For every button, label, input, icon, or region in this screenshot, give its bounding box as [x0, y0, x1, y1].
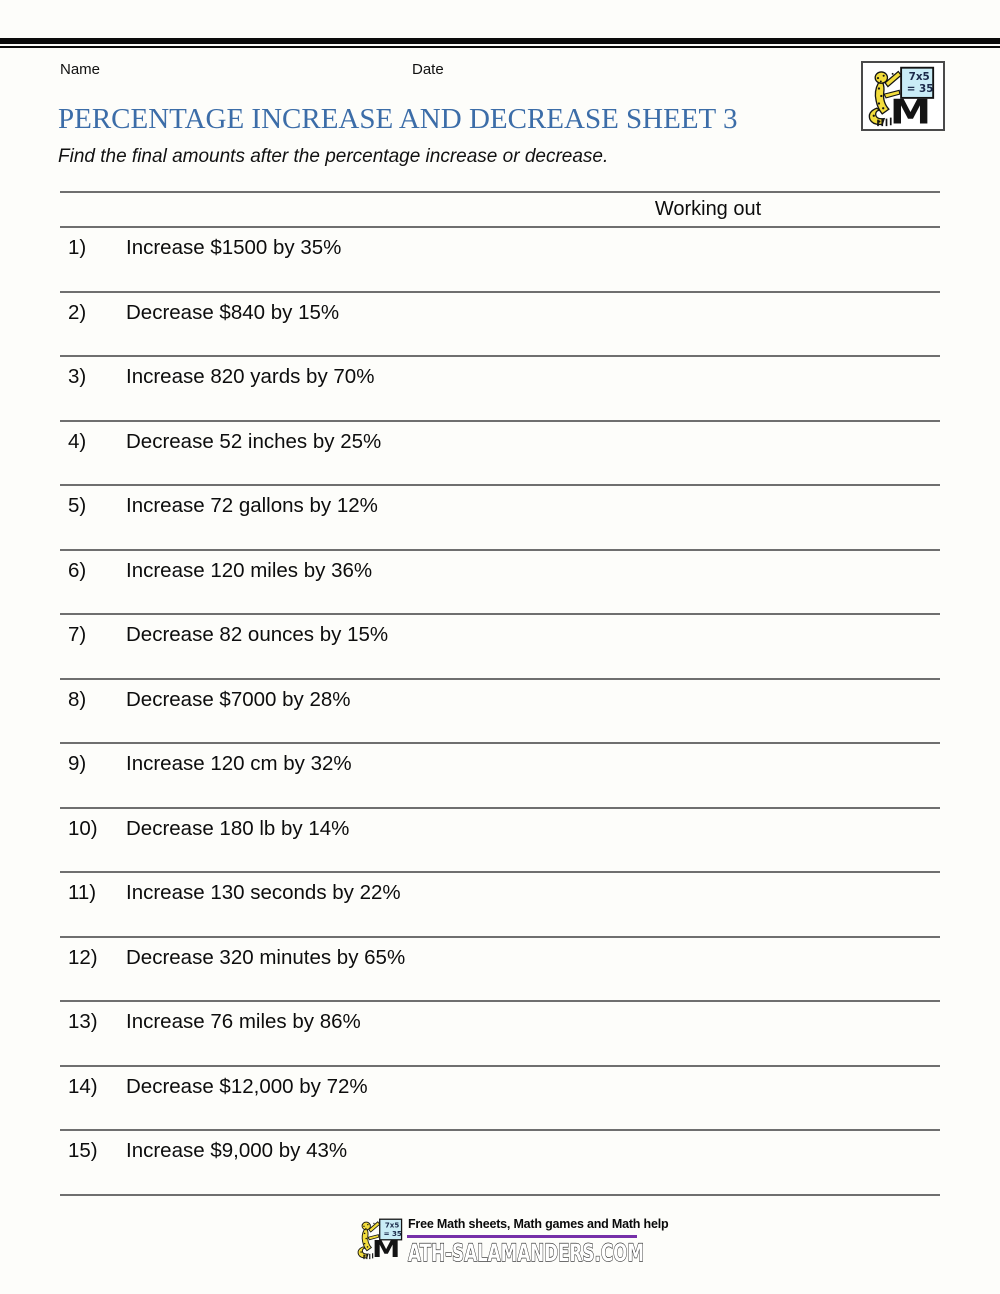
working-out-area — [530, 744, 940, 807]
problem-number: 7) — [68, 623, 87, 646]
problem-text: Increase 820 yards by 70% — [126, 365, 375, 388]
problem-number: 2) — [68, 300, 87, 324]
math-salamanders-logo-box — [861, 61, 945, 131]
working-out-area — [530, 809, 940, 872]
problem-row — [60, 615, 940, 680]
problem-row — [60, 293, 940, 358]
problem-text: Decrease $12,000 by 72% — [126, 1074, 368, 1098]
working-out-area — [530, 293, 940, 356]
problem-row — [60, 551, 940, 616]
problem-row — [60, 486, 940, 551]
worksheet-rows — [60, 228, 940, 1196]
problem-text: Decrease 82 ounces by 15% — [126, 623, 389, 646]
problem-row — [60, 1002, 940, 1067]
problem-row — [60, 422, 940, 487]
problem-text: Increase 76 miles by 86% — [126, 1010, 361, 1033]
name-label: Name — [60, 61, 101, 78]
instruction-text: Find the final amounts after the percentage increase or decrease. — [58, 146, 609, 167]
working-out-area — [530, 615, 940, 678]
table-header-row — [60, 193, 940, 228]
problem-number: 12) — [68, 945, 98, 969]
problem-text: Increase 72 gallons by 12% — [126, 494, 378, 517]
problem-row — [60, 1067, 940, 1132]
working-out-area — [530, 1131, 940, 1194]
problem-text: Decrease $7000 by 28% — [126, 687, 351, 711]
problem-number: 13) — [68, 1010, 98, 1033]
footer-site-text: ATH-SALAMANDERS.COM — [408, 1239, 644, 1267]
problem-row — [60, 873, 940, 938]
working-out-area — [530, 680, 940, 743]
problem-number: 8) — [68, 687, 87, 711]
problem-number: 11) — [68, 881, 97, 904]
problems-table — [60, 191, 940, 1196]
footer-logo-image — [354, 1216, 408, 1261]
problem-text: Increase 120 miles by 36% — [126, 558, 373, 582]
footer — [352, 1212, 669, 1274]
math-salamanders-logo-image — [863, 63, 943, 129]
problem-text: Decrease 52 inches by 25% — [126, 429, 382, 453]
problem-number: 6) — [68, 558, 87, 582]
problem-number: 9) — [68, 752, 87, 775]
problem-row — [60, 938, 940, 1003]
working-out-area — [530, 873, 940, 936]
problem-number: 10) — [68, 816, 98, 840]
working-out-area — [530, 228, 940, 291]
problem-text: Decrease 180 lb by 14% — [126, 816, 350, 840]
problem-number: 4) — [68, 429, 87, 453]
footer-tagline: Free Math sheets, Math games and Math help — [408, 1217, 669, 1231]
problem-text: Increase $9,000 by 43% — [126, 1139, 348, 1162]
problem-row — [60, 228, 940, 293]
page-title: PERCENTAGE INCREASE AND DECREASE SHEET 3 — [58, 103, 738, 135]
date-label: Date — [412, 61, 444, 78]
working-out-area — [530, 1067, 940, 1130]
working-out-header: Working out — [654, 198, 762, 220]
problem-text: Decrease $840 by 15% — [126, 300, 340, 324]
problem-number: 3) — [68, 365, 87, 388]
problem-row — [60, 357, 940, 422]
problem-text: Increase 130 seconds by 22% — [126, 881, 401, 904]
footer-site-name — [408, 1237, 648, 1269]
problem-row — [60, 809, 940, 874]
problem-row — [60, 744, 940, 809]
working-out-area — [530, 938, 940, 1001]
working-out-area — [530, 486, 940, 549]
problem-row — [60, 1131, 940, 1196]
working-out-area — [530, 357, 940, 420]
working-out-area — [530, 551, 940, 614]
problem-text: Decrease 320 minutes by 65% — [126, 945, 406, 969]
problem-number: 1) — [68, 236, 87, 259]
working-out-area — [530, 1002, 940, 1065]
problem-text: Increase $1500 by 35% — [126, 236, 342, 259]
problem-number: 15) — [68, 1139, 98, 1162]
problem-text: Increase 120 cm by 32% — [126, 752, 352, 775]
problem-number: 14) — [68, 1074, 98, 1098]
problem-number: 5) — [68, 494, 87, 517]
working-out-area — [530, 422, 940, 485]
top-divider — [0, 38, 1000, 48]
problem-row — [60, 680, 940, 745]
